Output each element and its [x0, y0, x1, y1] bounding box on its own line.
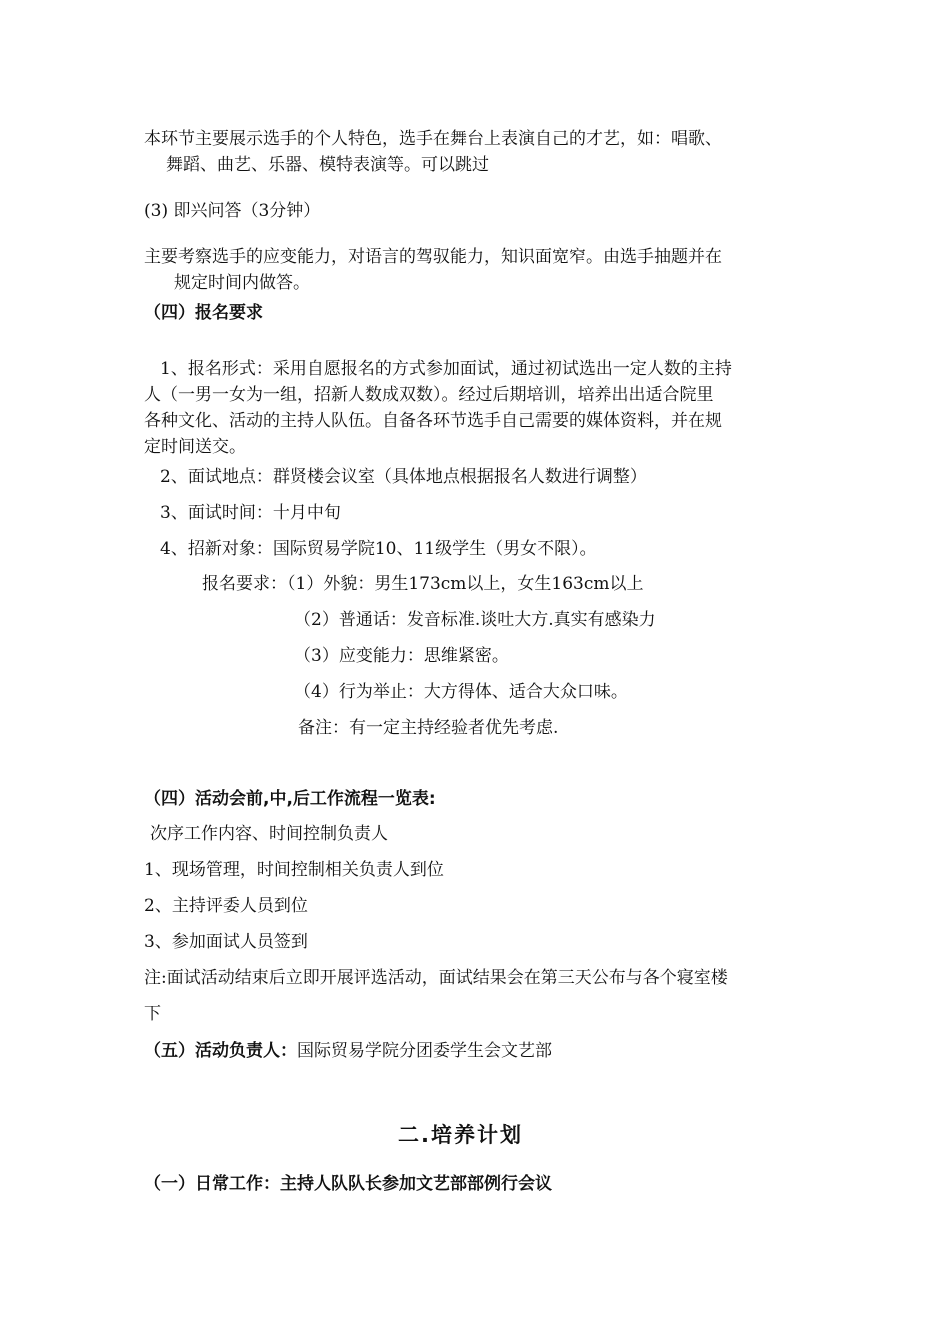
- signup-form-line-3: 各种文化、活动的主持人队伍。自备各环节选手自己需要的媒体资料，并在规: [144, 411, 722, 431]
- workflow-step-2: 2、主持评委人员到位: [144, 896, 308, 916]
- activity-owner-value: 国际贸易学院分团委学生会文艺部: [297, 1041, 552, 1061]
- activity-owner: [144, 1040, 552, 1062]
- workflow-note-line-1: 注:面试活动结束后立即开展评选活动，面试结果会在第三天公布与各个寝室楼: [144, 968, 728, 988]
- requirement-note: 备注：有一定主持经验者优先考虑.: [298, 718, 559, 738]
- signup-time: 3、面试时间：十月中旬: [160, 503, 341, 523]
- section-desc-line-2: 舞蹈、曲艺、乐器、模特表演等。可以跳过: [166, 155, 489, 175]
- heading-daily-work: （一）日常工作：主持人队队长参加文艺部部例行会议: [144, 1174, 552, 1194]
- requirement-appearance: 报名要求：（1）外貌：男生173cm以上，女生163cm以上: [202, 574, 644, 594]
- signup-form-line-4: 定时间送交。: [144, 437, 246, 457]
- workflow-step-3: 3、参加面试人员签到: [144, 932, 308, 952]
- heading-workflow: （四）活动会前,中,后工作流程一览表:: [144, 789, 436, 809]
- signup-form-line-2: 人（一男一女为一组，招新人数成双数）。经过后期培训，培养出出适合院里: [144, 385, 714, 405]
- activity-owner-label: （五）活动负责人：: [144, 1041, 297, 1061]
- heading-signup-requirements: （四）报名要求: [144, 303, 263, 323]
- signup-location: 2、面试地点：群贤楼会议室（具体地点根据报名人数进行调整）: [160, 467, 647, 487]
- section-title-training-plan: 二.培养计划: [398, 1123, 523, 1147]
- signup-form-line-1: 1、报名形式：采用自愿报名的方式参加面试，通过初试选出一定人数的主持: [160, 359, 732, 379]
- item-impromptu-qa: (3) 即兴问答（3分钟）: [144, 201, 321, 221]
- requirement-adaptability: （3）应变能力：思维紧密。: [294, 646, 509, 666]
- workflow-header: 次序工作内容、时间控制负责人: [150, 824, 388, 844]
- requirement-behavior: （4）行为举止：大方得体、适合大众口味。: [294, 682, 628, 702]
- item-desc-line-2: 规定时间内做答。: [174, 273, 310, 293]
- section-desc-line-1: 本环节主要展示选手的个人特色，选手在舞台上表演自己的才艺，如：唱歌、: [144, 129, 722, 149]
- item-desc-line-1: 主要考察选手的应变能力，对语言的驾驭能力，知识面宽窄。由选手抽题并在: [144, 247, 722, 267]
- workflow-note-line-2: 下: [144, 1004, 161, 1024]
- requirement-mandarin: （2）普通话：发音标准.谈吐大方.真实有感染力: [294, 610, 656, 630]
- signup-target: 4、招新对象：国际贸易学院10、11级学生（男女不限）。: [160, 539, 597, 559]
- workflow-step-1: 1、现场管理，时间控制相关负责人到位: [144, 860, 444, 880]
